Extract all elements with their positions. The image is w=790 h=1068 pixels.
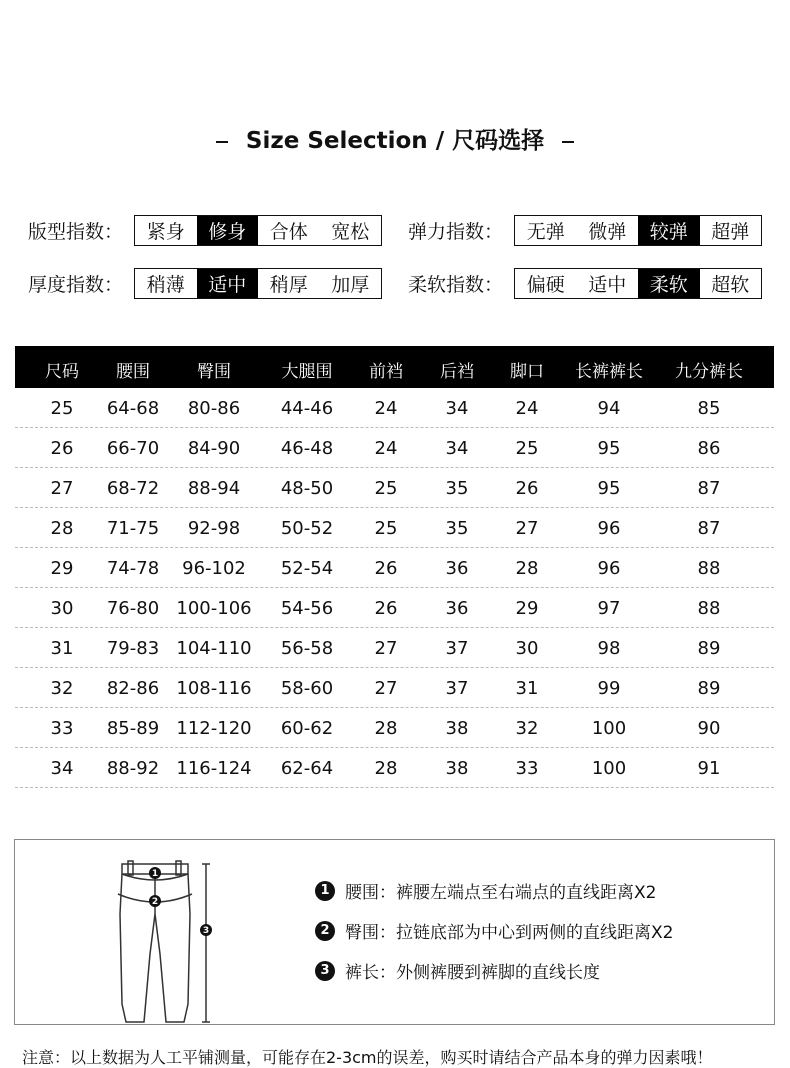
index-label: 弹力指数： xyxy=(408,221,504,243)
table-cell: 85 xyxy=(697,398,721,419)
table-cell: 25 xyxy=(50,398,74,419)
table-cell: 37 xyxy=(445,678,469,699)
table-cell: 46-48 xyxy=(280,438,334,459)
legend-text: 裤长：外侧裤腰到裤脚的直线长度 xyxy=(345,963,600,983)
table-cell: 82-86 xyxy=(106,678,160,699)
table-cell: 86 xyxy=(697,438,721,459)
table-header xyxy=(15,346,774,388)
table-cell: 80-86 xyxy=(187,398,241,419)
table-cell: 24 xyxy=(515,398,539,419)
table-cell: 29 xyxy=(50,558,74,579)
table-row xyxy=(15,708,774,748)
table-cell: 116-124 xyxy=(176,758,252,779)
index-option: 合体 xyxy=(269,221,308,243)
table-row xyxy=(15,548,774,588)
index-option: 紧身 xyxy=(146,221,185,243)
table-row xyxy=(15,668,774,708)
index-option-selected: 修身 xyxy=(197,216,259,245)
index-options xyxy=(514,268,762,299)
legend-item xyxy=(315,918,673,943)
measurement-diagram xyxy=(14,839,775,1025)
column-header: 脚口 xyxy=(510,362,544,382)
index-option: 宽松 xyxy=(331,221,370,243)
table-cell: 92-98 xyxy=(187,518,241,539)
table-cell: 112-120 xyxy=(176,718,252,739)
legend-text: 腰围：裤腰左端点至右端点的直线距离X2 xyxy=(345,883,657,903)
table-cell: 38 xyxy=(445,758,469,779)
table-row xyxy=(15,588,774,628)
divider xyxy=(562,141,574,143)
index-option: 超软 xyxy=(711,274,750,296)
table-cell: 29 xyxy=(515,598,539,619)
table-cell: 88-92 xyxy=(106,758,160,779)
table-cell: 96 xyxy=(597,558,621,579)
pants-illustration-icon xyxy=(110,854,230,1034)
index-option: 微弹 xyxy=(588,221,627,243)
page-title xyxy=(0,122,790,155)
table-cell: 95 xyxy=(597,438,621,459)
table-cell: 89 xyxy=(697,638,721,659)
table-row xyxy=(15,748,774,788)
number-badge-icon: 3 xyxy=(315,961,335,981)
index-label: 版型指数： xyxy=(28,221,124,243)
table-cell: 25 xyxy=(374,478,398,499)
table-cell: 31 xyxy=(50,638,74,659)
table-cell: 32 xyxy=(515,718,539,739)
index-option: 加厚 xyxy=(331,274,370,296)
table-cell: 68-72 xyxy=(106,478,160,499)
table-cell: 94 xyxy=(597,398,621,419)
column-header: 臀围 xyxy=(197,362,231,382)
number-badge-icon: 2 xyxy=(315,921,335,941)
index-label: 柔软指数： xyxy=(408,274,504,296)
table-cell: 24 xyxy=(374,398,398,419)
table-cell: 28 xyxy=(374,758,398,779)
svg-text:3: 3 xyxy=(202,926,210,936)
table-cell: 34 xyxy=(50,758,74,779)
index-option: 偏硬 xyxy=(526,274,565,296)
column-header: 后裆 xyxy=(440,362,474,382)
index-selector xyxy=(408,268,762,299)
table-row xyxy=(15,388,774,428)
table-cell: 27 xyxy=(50,478,74,499)
table-cell: 26 xyxy=(374,598,398,619)
table-cell: 27 xyxy=(374,638,398,659)
table-cell: 88 xyxy=(697,598,721,619)
column-header: 腰围 xyxy=(116,362,150,382)
measurement-note: 注意：以上数据为人工平铺测量，可能存在2-3cm的误差，购买时请结合产品本身的弹力因素哦！ xyxy=(22,1048,713,1067)
table-cell: 26 xyxy=(50,438,74,459)
table-cell: 64-68 xyxy=(106,398,160,419)
table-cell: 35 xyxy=(445,518,469,539)
table-cell: 36 xyxy=(445,598,469,619)
index-option-selected: 适中 xyxy=(197,269,259,298)
column-header: 九分裤长 xyxy=(675,362,743,382)
index-selector xyxy=(28,268,382,299)
table-cell: 34 xyxy=(445,398,469,419)
table-cell: 28 xyxy=(515,558,539,579)
table-cell: 88 xyxy=(697,558,721,579)
table-cell: 58-60 xyxy=(280,678,334,699)
index-options xyxy=(514,215,762,246)
table-cell: 32 xyxy=(50,678,74,699)
divider xyxy=(216,141,228,143)
table-cell: 96 xyxy=(597,518,621,539)
table-cell: 95 xyxy=(597,478,621,499)
column-header: 大腿围 xyxy=(281,362,333,382)
table-cell: 25 xyxy=(515,438,539,459)
index-option: 适中 xyxy=(588,274,627,296)
legend-text: 臀围：拉链底部为中心到两侧的直线距离X2 xyxy=(345,923,674,943)
table-row xyxy=(15,508,774,548)
index-selector xyxy=(408,215,762,246)
table-cell: 44-46 xyxy=(280,398,334,419)
table-cell: 97 xyxy=(597,598,621,619)
table-cell: 24 xyxy=(374,438,398,459)
table-cell: 87 xyxy=(697,518,721,539)
table-cell: 31 xyxy=(515,678,539,699)
table-cell: 79-83 xyxy=(106,638,160,659)
table-cell: 60-62 xyxy=(280,718,334,739)
table-cell: 27 xyxy=(374,678,398,699)
index-label: 厚度指数： xyxy=(28,274,124,296)
table-cell: 108-116 xyxy=(176,678,252,699)
table-cell: 30 xyxy=(50,598,74,619)
table-cell: 89 xyxy=(697,678,721,699)
table-cell: 85-89 xyxy=(106,718,160,739)
column-header: 尺码 xyxy=(45,362,79,382)
table-cell: 27 xyxy=(515,518,539,539)
legend-item xyxy=(315,878,656,903)
number-badge-icon: 1 xyxy=(315,881,335,901)
table-cell: 74-78 xyxy=(106,558,160,579)
table-cell: 88-94 xyxy=(187,478,241,499)
column-header: 前裆 xyxy=(369,362,403,382)
table-cell: 30 xyxy=(515,638,539,659)
table-cell: 76-80 xyxy=(106,598,160,619)
table-cell: 66-70 xyxy=(106,438,160,459)
index-selector xyxy=(28,215,382,246)
index-options xyxy=(134,215,382,246)
table-cell: 100-106 xyxy=(176,598,252,619)
index-option: 稍薄 xyxy=(146,274,185,296)
table-cell: 50-52 xyxy=(280,518,334,539)
table-cell: 36 xyxy=(445,558,469,579)
index-option: 无弹 xyxy=(526,221,565,243)
table-cell: 104-110 xyxy=(176,638,252,659)
table-row xyxy=(15,468,774,508)
index-option: 超弹 xyxy=(711,221,750,243)
table-cell: 87 xyxy=(697,478,721,499)
table-cell: 25 xyxy=(374,518,398,539)
table-cell: 96-102 xyxy=(182,558,246,579)
table-cell: 33 xyxy=(50,718,74,739)
table-cell: 38 xyxy=(445,718,469,739)
svg-text:1: 1 xyxy=(151,869,159,879)
table-cell: 100 xyxy=(591,718,627,739)
table-cell: 56-58 xyxy=(280,638,334,659)
column-header: 长裤裤长 xyxy=(575,362,643,382)
table-cell: 48-50 xyxy=(280,478,334,499)
table-cell: 35 xyxy=(445,478,469,499)
table-cell: 84-90 xyxy=(187,438,241,459)
index-option-selected: 较弹 xyxy=(638,216,700,245)
table-cell: 33 xyxy=(515,758,539,779)
table-cell: 98 xyxy=(597,638,621,659)
table-cell: 90 xyxy=(697,718,721,739)
index-option-selected: 柔软 xyxy=(638,269,700,298)
table-cell: 71-75 xyxy=(106,518,160,539)
table-cell: 54-56 xyxy=(280,598,334,619)
table-cell: 91 xyxy=(697,758,721,779)
title-zh: 尺码选择 xyxy=(452,128,545,154)
table-cell: 34 xyxy=(445,438,469,459)
table-cell: 52-54 xyxy=(280,558,334,579)
table-cell: 26 xyxy=(515,478,539,499)
table-cell: 28 xyxy=(50,518,74,539)
title-en: Size Selection xyxy=(245,128,428,154)
title-sep: / xyxy=(435,128,445,154)
table-row xyxy=(15,628,774,668)
table-cell: 62-64 xyxy=(280,758,334,779)
index-option: 稍厚 xyxy=(269,274,308,296)
table-row xyxy=(15,428,774,468)
table-cell: 28 xyxy=(374,718,398,739)
table-cell: 37 xyxy=(445,638,469,659)
legend-item xyxy=(315,958,600,983)
table-cell: 26 xyxy=(374,558,398,579)
svg-text:2: 2 xyxy=(151,897,159,907)
index-options xyxy=(134,268,382,299)
table-cell: 100 xyxy=(591,758,627,779)
table-cell: 99 xyxy=(597,678,621,699)
